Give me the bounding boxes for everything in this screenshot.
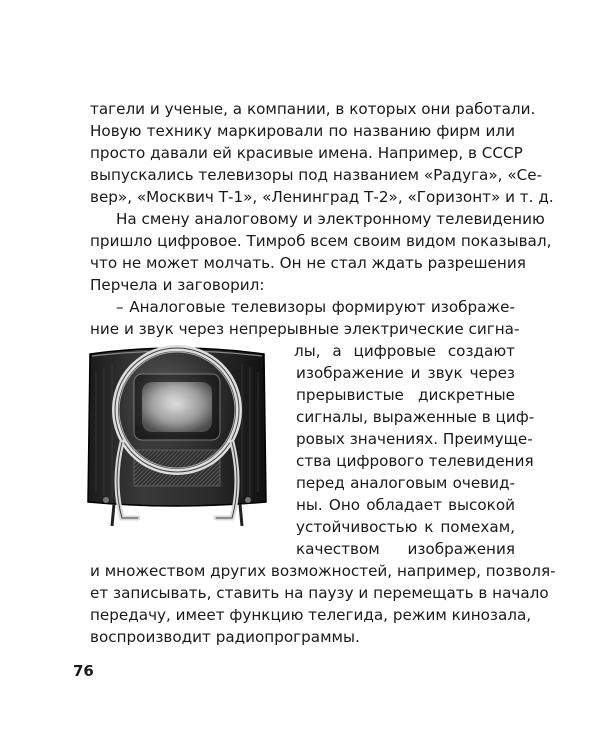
- text-line: Перчела и заговорил:: [90, 276, 265, 294]
- text-line: ны. Оно обладает высокой: [296, 496, 515, 514]
- text-line: ние и звук через непрерывные электрические сигна-: [90, 320, 520, 338]
- text-line: качеством изображения: [296, 540, 515, 558]
- text-line: и множеством других возможностей, например, позволя-: [90, 562, 556, 580]
- text-line: вер», «Москвич Т-1», «Ленинград Т-2», «Горизонт» и т. д.: [90, 188, 554, 206]
- text-line: пришло цифровое. Тимроб всем своим видом показывал,: [90, 232, 552, 250]
- text-line: На смену аналоговому и электронному телевидению: [116, 210, 545, 228]
- text-line: сигналы, выраженные в циф-: [296, 408, 535, 426]
- text-line: – Аналоговые телевизоры формируют изображе-: [116, 298, 515, 316]
- text-line: передачу, имеет функцию телегида, режим кинозала,: [90, 606, 532, 624]
- text-line: перед аналоговым очевид-: [296, 474, 515, 492]
- text-line: ровых значениях. Преимуще-: [296, 430, 533, 448]
- text-line: что не может молчать. Он не стал ждать разрешения: [90, 254, 526, 272]
- vintage-tv-illustration: [82, 332, 272, 532]
- text-line: устойчивостью к помехам,: [296, 518, 515, 536]
- text-line: ства цифрового телевидения: [296, 452, 534, 470]
- page-number: 76: [73, 662, 94, 680]
- text-line: изображение и звук через: [296, 364, 515, 382]
- text-line: просто давали ей красивые имена. Например, в СССР: [90, 144, 523, 162]
- text-line: воспроизводит радиопрограммы.: [90, 628, 360, 646]
- text-line: тагели и ученые, а компании, в которых они работали.: [90, 100, 536, 118]
- text-line: лы, а цифровые создают: [294, 342, 515, 360]
- text-line: прерывистые дискретные: [296, 386, 515, 404]
- text-line: выпускались телевизоры под названием «Радуга», «Се-: [90, 166, 543, 184]
- text-line: Новую технику маркировали по названию фирм или: [90, 122, 515, 140]
- text-line: ет записывать, ставить на паузу и перемещать в начало: [90, 584, 549, 602]
